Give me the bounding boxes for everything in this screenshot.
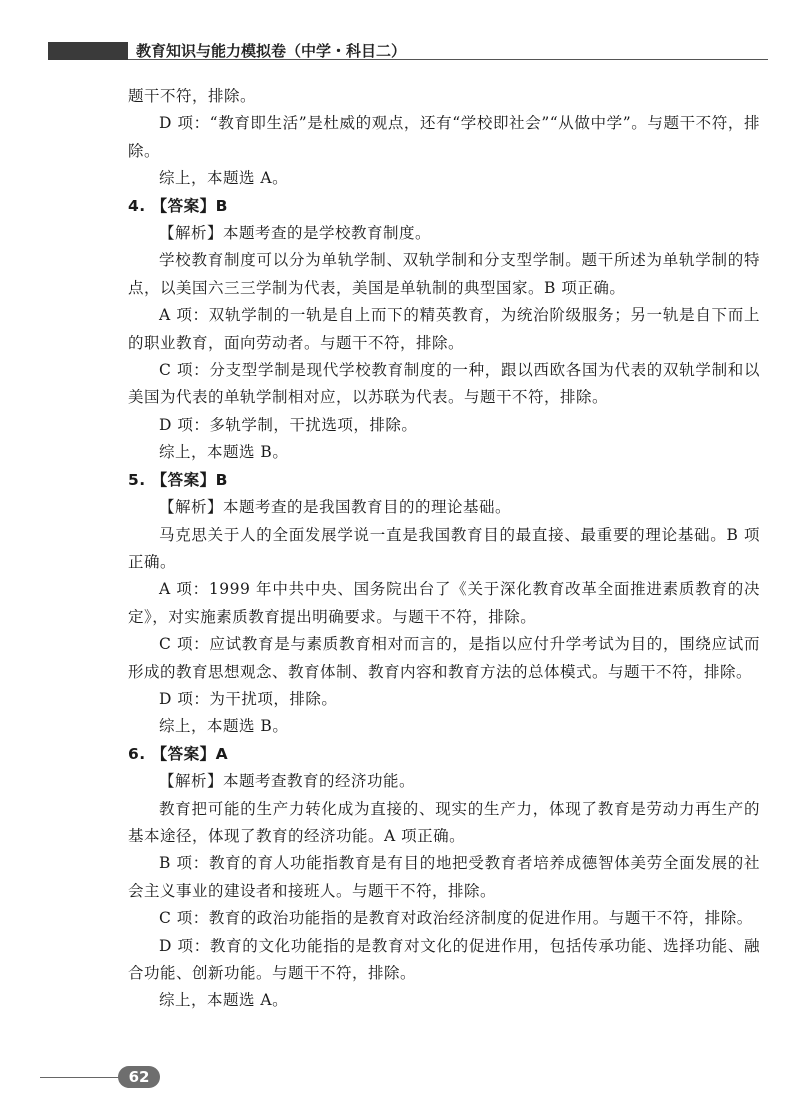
paragraph: D 项：教育的文化功能指的是教育对文化的促进作用，包括传承功能、选择功能、融合功能、创新功能。与题干不符，排除。 bbox=[128, 936, 760, 982]
paragraph: A 项：1999 年中共中央、国务院出台了《关于深化教育改革全面推进素质教育的决定》，对实施素质教育提出明确要求。与题干不符，排除。 bbox=[128, 580, 760, 626]
paragraph: B 项：教育的育人功能指教育是有目的地把受教育者培养成德智体美劳全面发展的社会主义事业的建设者和接班人。与题干不符，排除。 bbox=[128, 854, 760, 900]
analysis-line: 【解析】本题考查的是学校教育制度。 bbox=[159, 224, 432, 243]
paragraph: 学校教育制度可以分为单轨学制、双轨学制和分支型学制。题干所述为单轨学制的特点，以美国六三三学制为代表，美国是单轨制的典型国家。B 项正确。 bbox=[128, 251, 760, 297]
analysis-line: 【解析】本题考查的是我国教育目的的理论基础。 bbox=[159, 498, 512, 517]
paragraph: C 项：教育的政治功能指的是教育对政治经济制度的促进作用。与题干不符，排除。 bbox=[159, 909, 753, 928]
paragraph: 教育把可能的生产力转化成为直接的、现实的生产力，体现了教育是劳动力再生产的基本途径，体现了教育的经济功能。A 项正确。 bbox=[128, 799, 760, 845]
paragraph: D 项：为干扰项，排除。 bbox=[159, 689, 338, 708]
answer-heading: 5. 【答案】B bbox=[128, 470, 228, 489]
page-header bbox=[0, 38, 800, 62]
footer-rule bbox=[40, 1077, 120, 1078]
paragraph: 马克思关于人的全面发展学说一直是我国教育目的最直接、最重要的理论基础。B 项正确。 bbox=[128, 525, 760, 571]
answer-explanations bbox=[128, 83, 760, 1015]
answer-heading: 6. 【答案】A bbox=[128, 744, 229, 763]
page-footer bbox=[0, 1064, 800, 1094]
header-bar bbox=[48, 42, 128, 60]
paragraph: C 项：分支型学制是现代学校教育制度的一种，跟以西欧各国为代表的双轨学制和以美国为代表的单轨学制相对应，以苏联为代表。与题干不符，排除。 bbox=[128, 361, 760, 407]
answer-heading: 4. 【答案】B bbox=[128, 196, 228, 215]
analysis-line: 【解析】本题考查教育的经济功能。 bbox=[159, 772, 416, 791]
paragraph: D 项：多轨学制，干扰选项，排除。 bbox=[159, 415, 418, 434]
conclusion: 综上，本题选 B。 bbox=[159, 443, 289, 462]
conclusion: 综上，本题选 A。 bbox=[159, 991, 289, 1010]
paragraph: 题干不符，排除。 bbox=[128, 87, 257, 105]
header-title: 教育知识与能力模拟卷（中学・科目二） bbox=[136, 42, 407, 60]
conclusion: 综上，本题选 A。 bbox=[159, 169, 289, 188]
paragraph: A 项：双轨学制的一轨是自上而下的精英教育，为统治阶级服务；另一轨是自下而上的职业教育，面向劳动者。与题干不符，排除。 bbox=[128, 306, 760, 352]
conclusion: 综上，本题选 B。 bbox=[159, 717, 289, 736]
page-number: 62 bbox=[118, 1066, 160, 1088]
paragraph: C 项：应试教育是与素质教育相对而言的，是指以应付升学考试为目的，围绕应试而形成的教育思想观念、教育体制、教育内容和教育方法的总体模式。与题干不符，排除。 bbox=[128, 635, 760, 681]
paragraph: D 项：“教育即生活”是杜威的观点，还有“学校即社会”“从做中学”。与题干不符，排除。 bbox=[128, 114, 760, 160]
